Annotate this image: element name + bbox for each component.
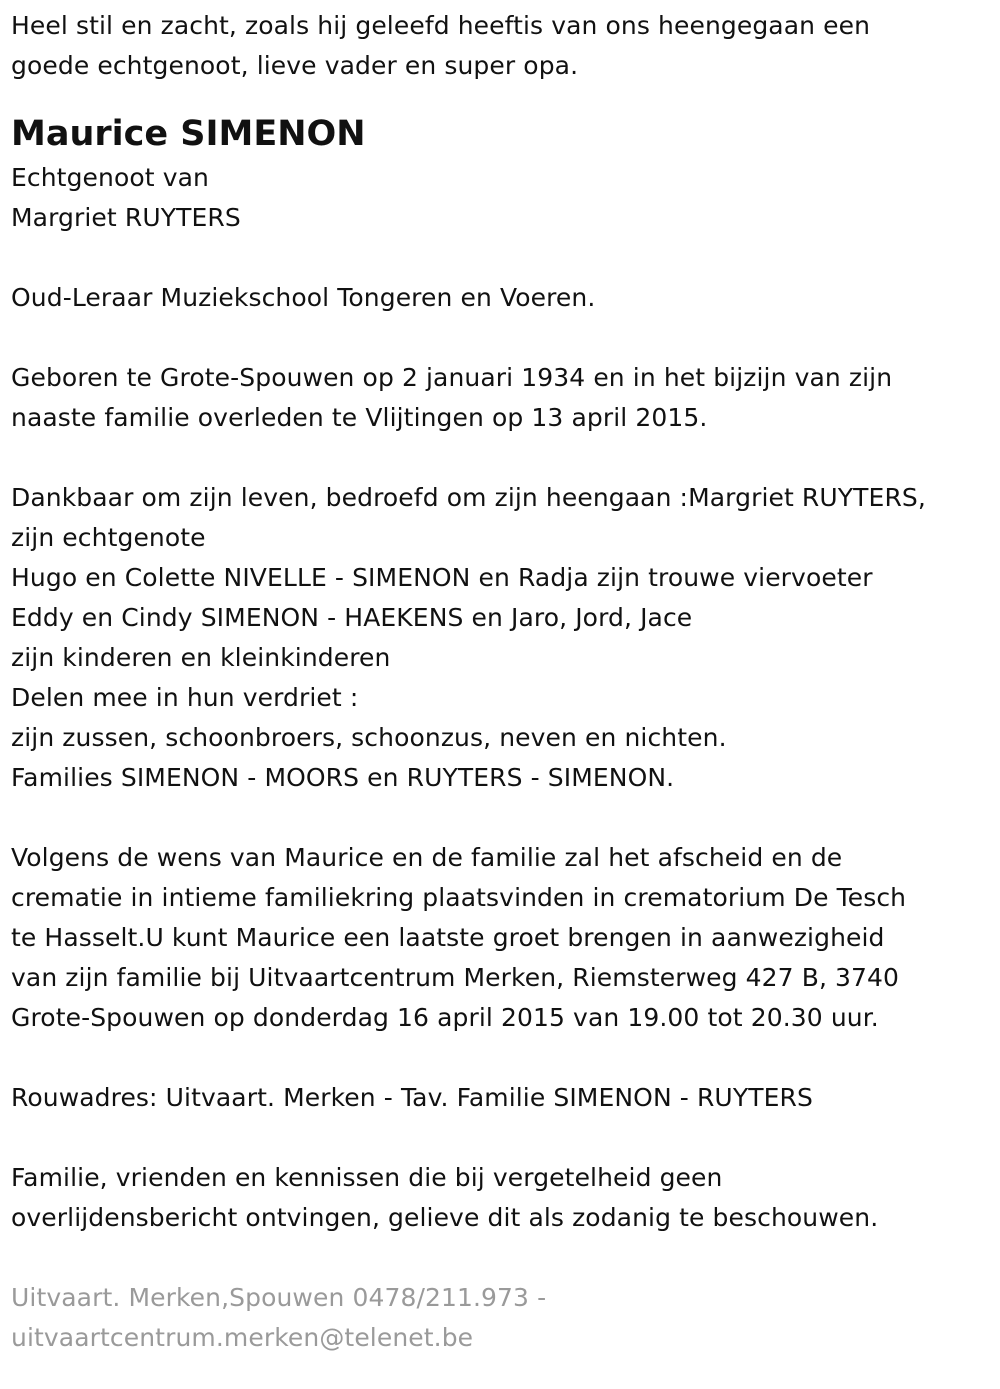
intro-paragraph bbox=[11, 6, 1000, 86]
notice-line: overlijdensbericht ontvingen, gelieve dit als zodanig te beschouwen. bbox=[11, 1203, 879, 1232]
spacer bbox=[11, 238, 1000, 278]
mourners-line: Delen mee in hun verdriet : bbox=[11, 683, 359, 712]
mourners-line: Hugo en Colette NIVELLE - SIMENON en Radja zijn trouwe viervoeter bbox=[11, 563, 873, 592]
spacer bbox=[11, 438, 1000, 478]
spacer bbox=[11, 1238, 1000, 1278]
mourners-line: zijn zussen, schoonbroers, schoonzus, neven en nichten. bbox=[11, 723, 727, 752]
spacer bbox=[11, 798, 1000, 838]
mourners-line: Dankbaar om zijn leven, bedroefd om zijn heengaan :Margriet RUYTERS, bbox=[11, 483, 926, 512]
spouse-line: Margriet RUYTERS bbox=[11, 203, 241, 232]
birth-death-paragraph bbox=[11, 358, 1000, 438]
deceased-name: Maurice SIMENON bbox=[11, 114, 366, 154]
mourners-paragraph bbox=[11, 478, 1000, 798]
footer-email: uitvaartcentrum.merken@telenet.be bbox=[11, 1323, 474, 1352]
intro-line: Heel stil en zacht, zoals hij geleefd heeftis van ons heengegaan een bbox=[11, 11, 871, 40]
funeral-home-footer bbox=[11, 1278, 1000, 1358]
birth-death-line: naaste familie overleden te Vlijtingen op 13 april 2015. bbox=[11, 403, 708, 432]
spacer bbox=[11, 86, 1000, 110]
occupation: Oud-Leraar Muziekschool Tongeren en Voeren. bbox=[11, 283, 596, 312]
ceremony-paragraph bbox=[11, 838, 1000, 1038]
ceremony-line: Grote-Spouwen op donderdag 16 april 2015 van 19.00 tot 20.30 uur. bbox=[11, 1003, 879, 1032]
footer-line: Uitvaart. Merken,Spouwen 0478/211.973 - bbox=[11, 1283, 547, 1312]
mourners-line: zijn echtgenote bbox=[11, 523, 206, 552]
ceremony-line: Volgens de wens van Maurice en de familie zal het afscheid en de bbox=[11, 843, 843, 872]
ceremony-line: crematie in intieme familiekring plaatsvinden in crematorium De Tesch bbox=[11, 883, 907, 912]
mourning-address: Rouwadres: Uitvaart. Merken - Tav. Familie SIMENON - RUYTERS bbox=[11, 1083, 813, 1112]
spouse-block bbox=[11, 158, 1000, 238]
mourners-line: Families SIMENON - MOORS en RUYTERS - SIMENON. bbox=[11, 763, 675, 792]
mourners-line: Eddy en Cindy SIMENON - HAEKENS en Jaro, Jord, Jace bbox=[11, 603, 693, 632]
spacer bbox=[11, 318, 1000, 358]
intro-line: goede echtgenoot, lieve vader en super opa. bbox=[11, 51, 579, 80]
spacer bbox=[11, 1038, 1000, 1078]
notice-paragraph bbox=[11, 1158, 1000, 1238]
spouse-line: Echtgenoot van bbox=[11, 163, 209, 192]
spacer bbox=[11, 1118, 1000, 1158]
ceremony-line: te Hasselt.U kunt Maurice een laatste groet brengen in aanwezigheid bbox=[11, 923, 885, 952]
birth-death-line: Geboren te Grote-Spouwen op 2 januari 1934 en in het bijzijn van zijn bbox=[11, 363, 893, 392]
notice-line: Familie, vrienden en kennissen die bij vergetelheid geen bbox=[11, 1163, 723, 1192]
mourners-line: zijn kinderen en kleinkinderen bbox=[11, 643, 391, 672]
ceremony-line: van zijn familie bij Uitvaartcentrum Merken, Riemsterweg 427 B, 3740 bbox=[11, 963, 900, 992]
